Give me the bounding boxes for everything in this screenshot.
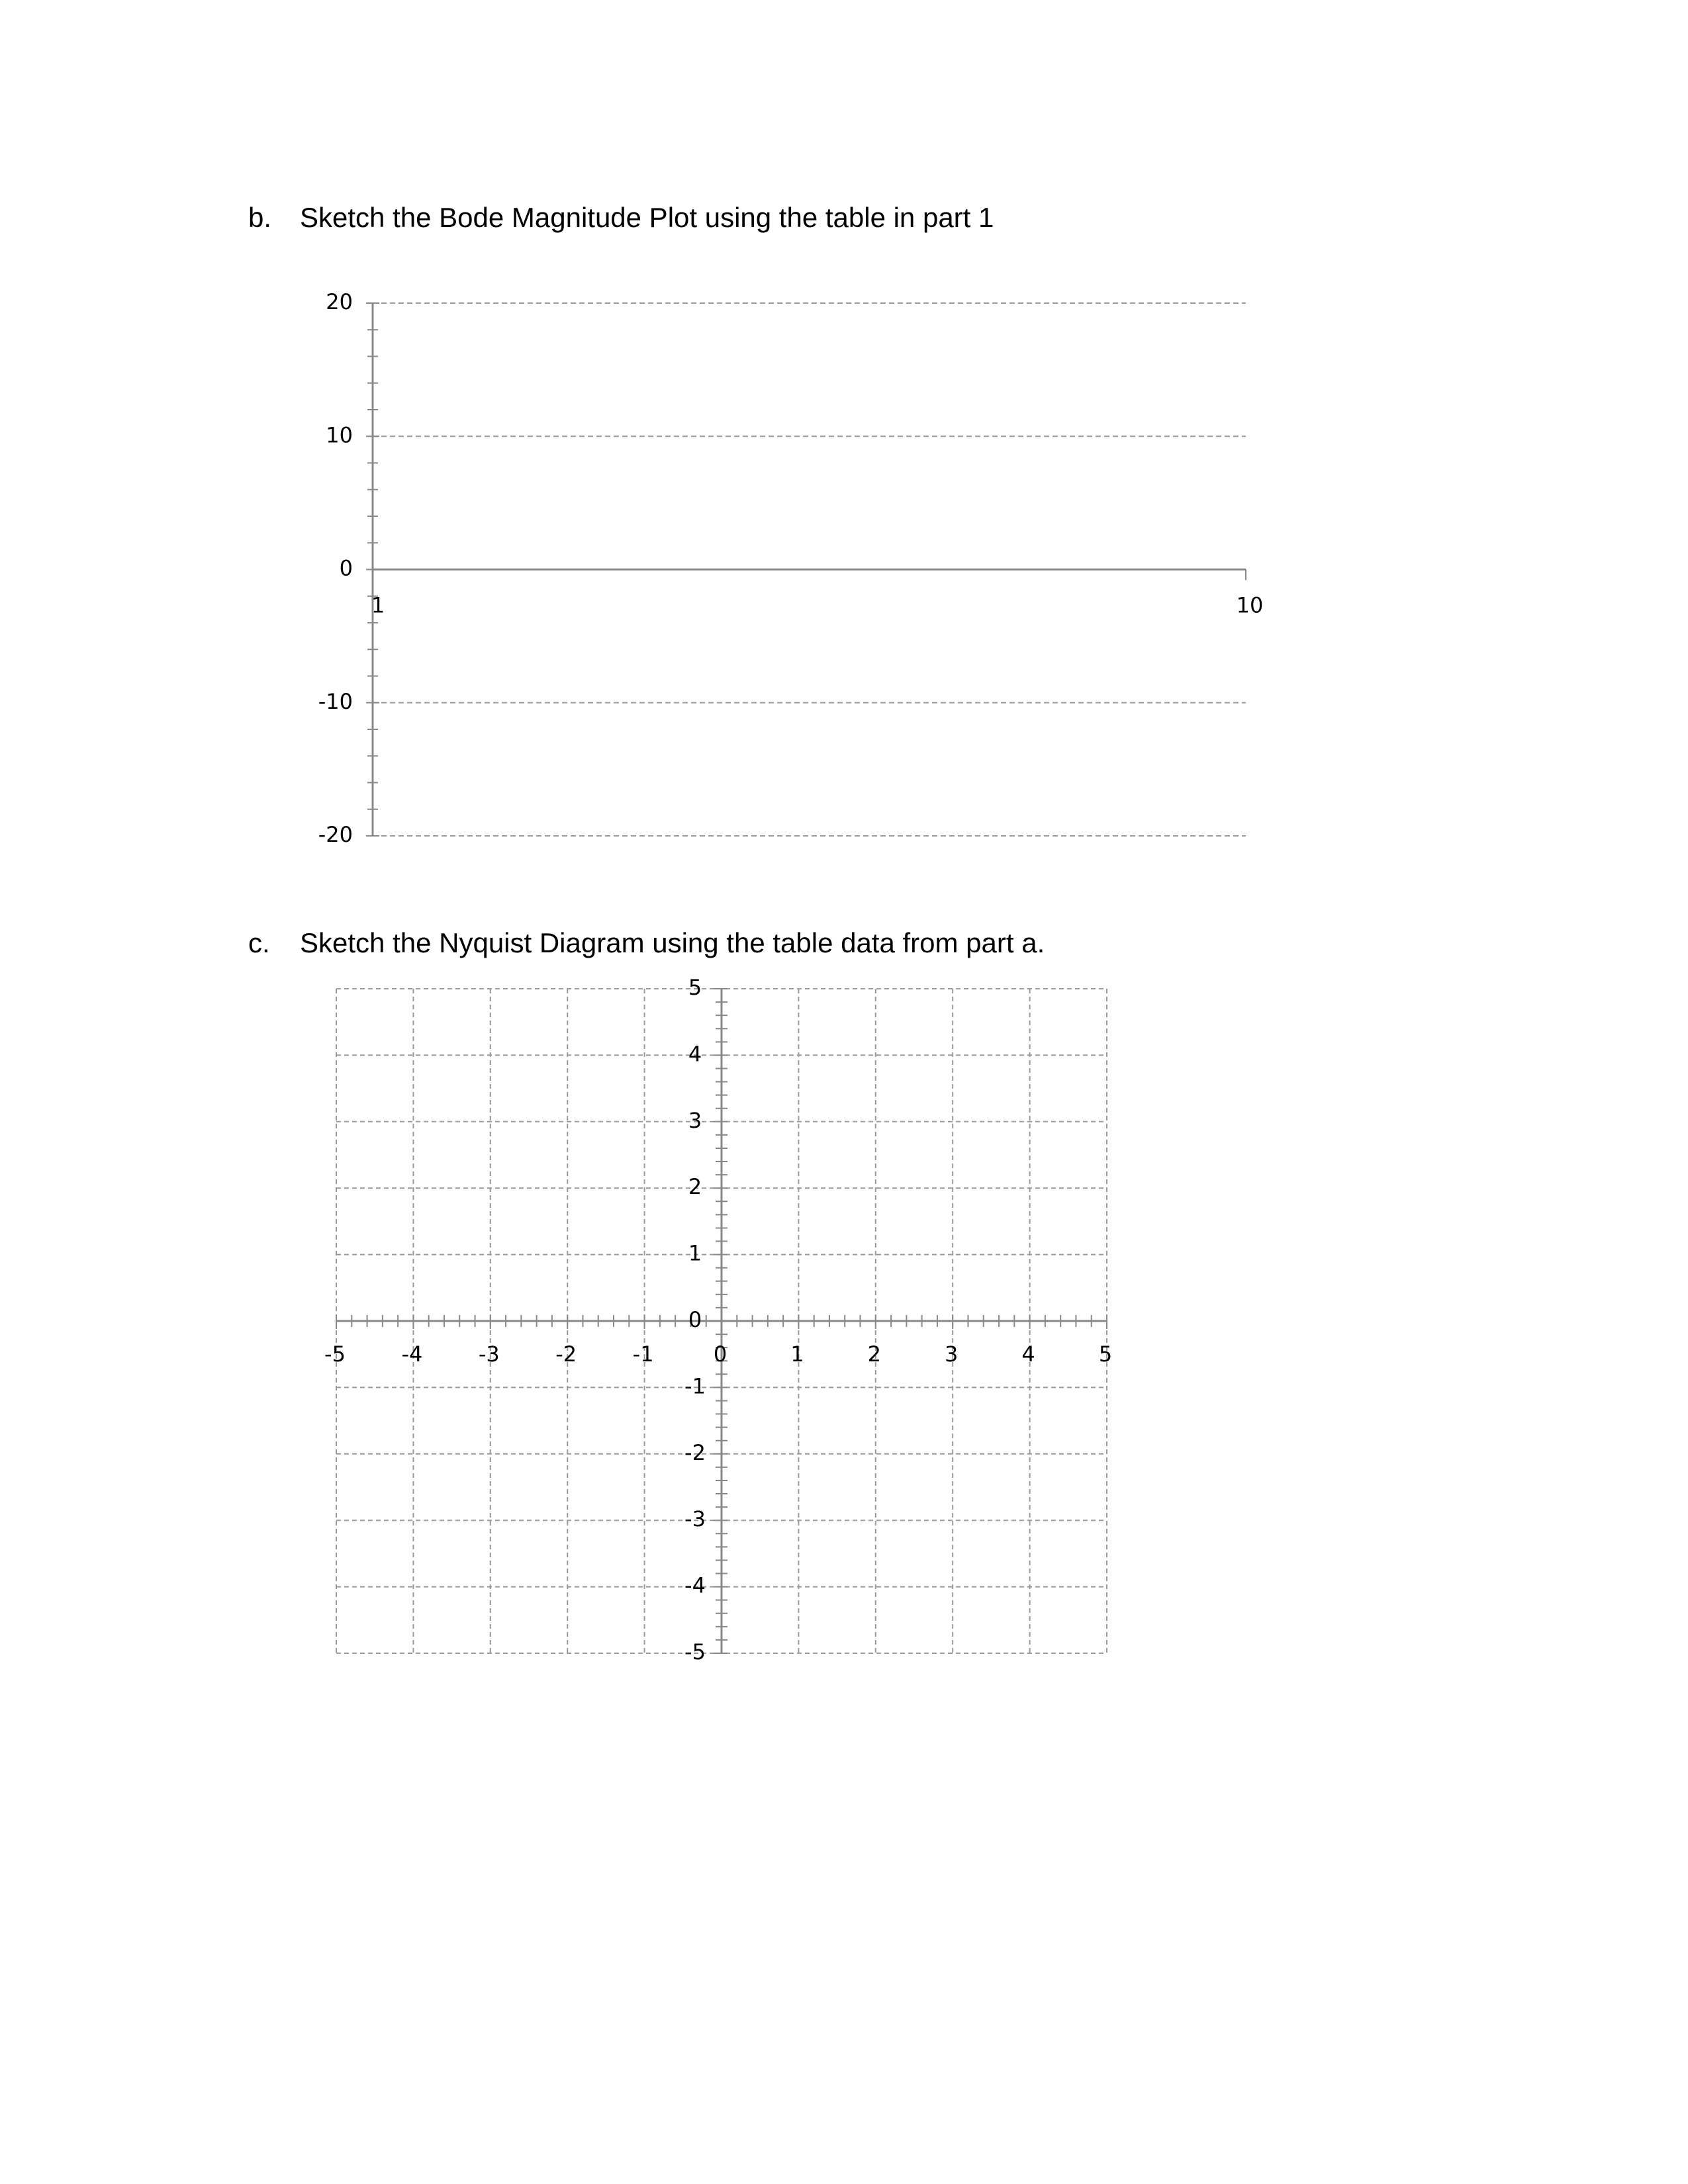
- nyquist-x-tick-label: 1: [790, 1342, 804, 1367]
- nyquist-x-tick-label: -1: [632, 1342, 654, 1367]
- nyquist-y-tick-label: -5: [684, 1639, 706, 1664]
- nyquist-y-tick-label: 3: [688, 1107, 702, 1133]
- bode-y-tick-label: -20: [318, 822, 353, 847]
- bode-y-tick-label: 20: [326, 289, 353, 314]
- bode-y-tick-label: 10: [326, 422, 353, 448]
- bode-y-tick-label: -10: [318, 688, 353, 714]
- nyquist-x-tick-label: -5: [324, 1342, 346, 1367]
- nyquist-x-tick-label: 3: [945, 1342, 959, 1367]
- nyquist-y-tick-label: 5: [688, 975, 702, 1000]
- nyquist-x-tick-label: -2: [555, 1342, 577, 1367]
- question-b-letter: b.: [248, 202, 272, 233]
- bode-x-tick-label: 1: [371, 592, 385, 618]
- nyquist-x-tick-label: -3: [478, 1342, 500, 1367]
- nyquist-y-tick-label: 1: [688, 1240, 702, 1266]
- question-c-letter: c.: [248, 927, 270, 958]
- nyquist-y-tick-label: 4: [688, 1041, 702, 1067]
- nyquist-x-tick-label: 2: [867, 1342, 881, 1367]
- nyquist-y-tick-label: -1: [684, 1373, 706, 1399]
- nyquist-x-tick-label: 4: [1021, 1342, 1035, 1367]
- nyquist-x-tick-label: -4: [401, 1342, 423, 1367]
- nyquist-y-tick-label: -2: [684, 1439, 706, 1465]
- bode-y-tick-label: 0: [339, 555, 353, 581]
- question-b-text: Sketch the Bode Magnitude Plot using the table in part 1: [300, 202, 994, 233]
- nyquist-x-tick-label: 5: [1098, 1342, 1113, 1367]
- bode-x-tick-label: 10: [1236, 592, 1264, 618]
- nyquist-y-tick-label: 0: [688, 1307, 702, 1332]
- nyquist-y-tick-label: -4: [684, 1572, 706, 1598]
- nyquist-y-tick-label: 2: [688, 1174, 702, 1200]
- nyquist-y-tick-label: -3: [684, 1506, 706, 1532]
- nyquist-x-tick-label: 0: [713, 1342, 727, 1367]
- question-c-text: Sketch the Nyquist Diagram using the table data from part a.: [300, 927, 1045, 958]
